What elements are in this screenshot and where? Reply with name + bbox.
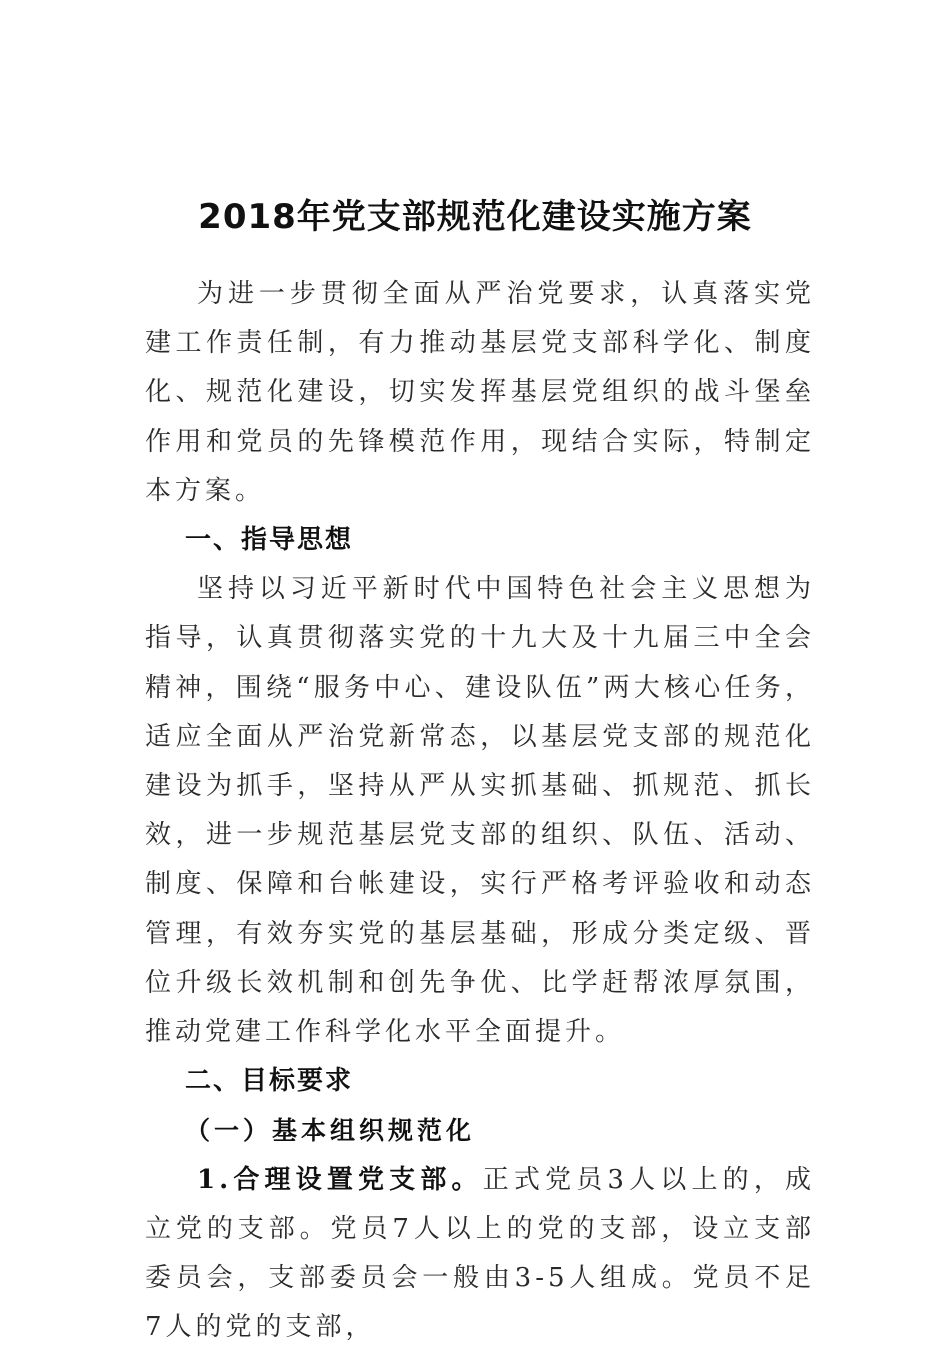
intro-paragraph: 为进一步贯彻全面从严治党要求，认真落实党建工作责任制，有力推动基层党支部科学化、制度化、规范化建设，切实发挥基层党组织的战斗堡垒作用和党员的先锋模范作用，现结合实际，特制定本方案。 [145,279,815,506]
item-paragraph-branch-setup [145,1156,815,1352]
guiding-ideology-paragraph: 坚持以习近平新时代中国特色社会主义思想为指导，认真贯彻落实党的十九大及十九届三中全会精神，围绕“服务中心、建设队伍”两大核心任务，适应全面从严治党新常态，以基层党支部的规范化建设为抓手，坚持从严从实抓基础、抓规范、抓长效，进一步规范基层党支部的组织、队伍、活动、制度、保障和台帐建设，实行严格考评验收和动态管理，有效夯实党的基层基础，形成分类定级、晋位升级长效机制和创先争优、比学赶帮浓厚氛围，推动党建工作科学化水平全面提升。 [145,574,815,1048]
section-heading-goals: 二、目标要求 [185,1066,354,1097]
section-heading-guiding-ideology: 一、指导思想 [185,525,354,556]
item-body-text: 正式党员3人以上的，成立党的支部。党员7人以上的党的支部，设立支部委员会，支部委员会一般由3-5人组成。党员不足7人的党的支部， [145,1164,815,1343]
document-title: 2018年党支部规范化建设实施方案 [198,197,752,237]
document-body [145,270,815,1352]
item-lead-text: 1.合理设置党支部。 [197,1164,483,1195]
subheading-basic-organization: （一）基本组织规范化 [185,1116,476,1146]
